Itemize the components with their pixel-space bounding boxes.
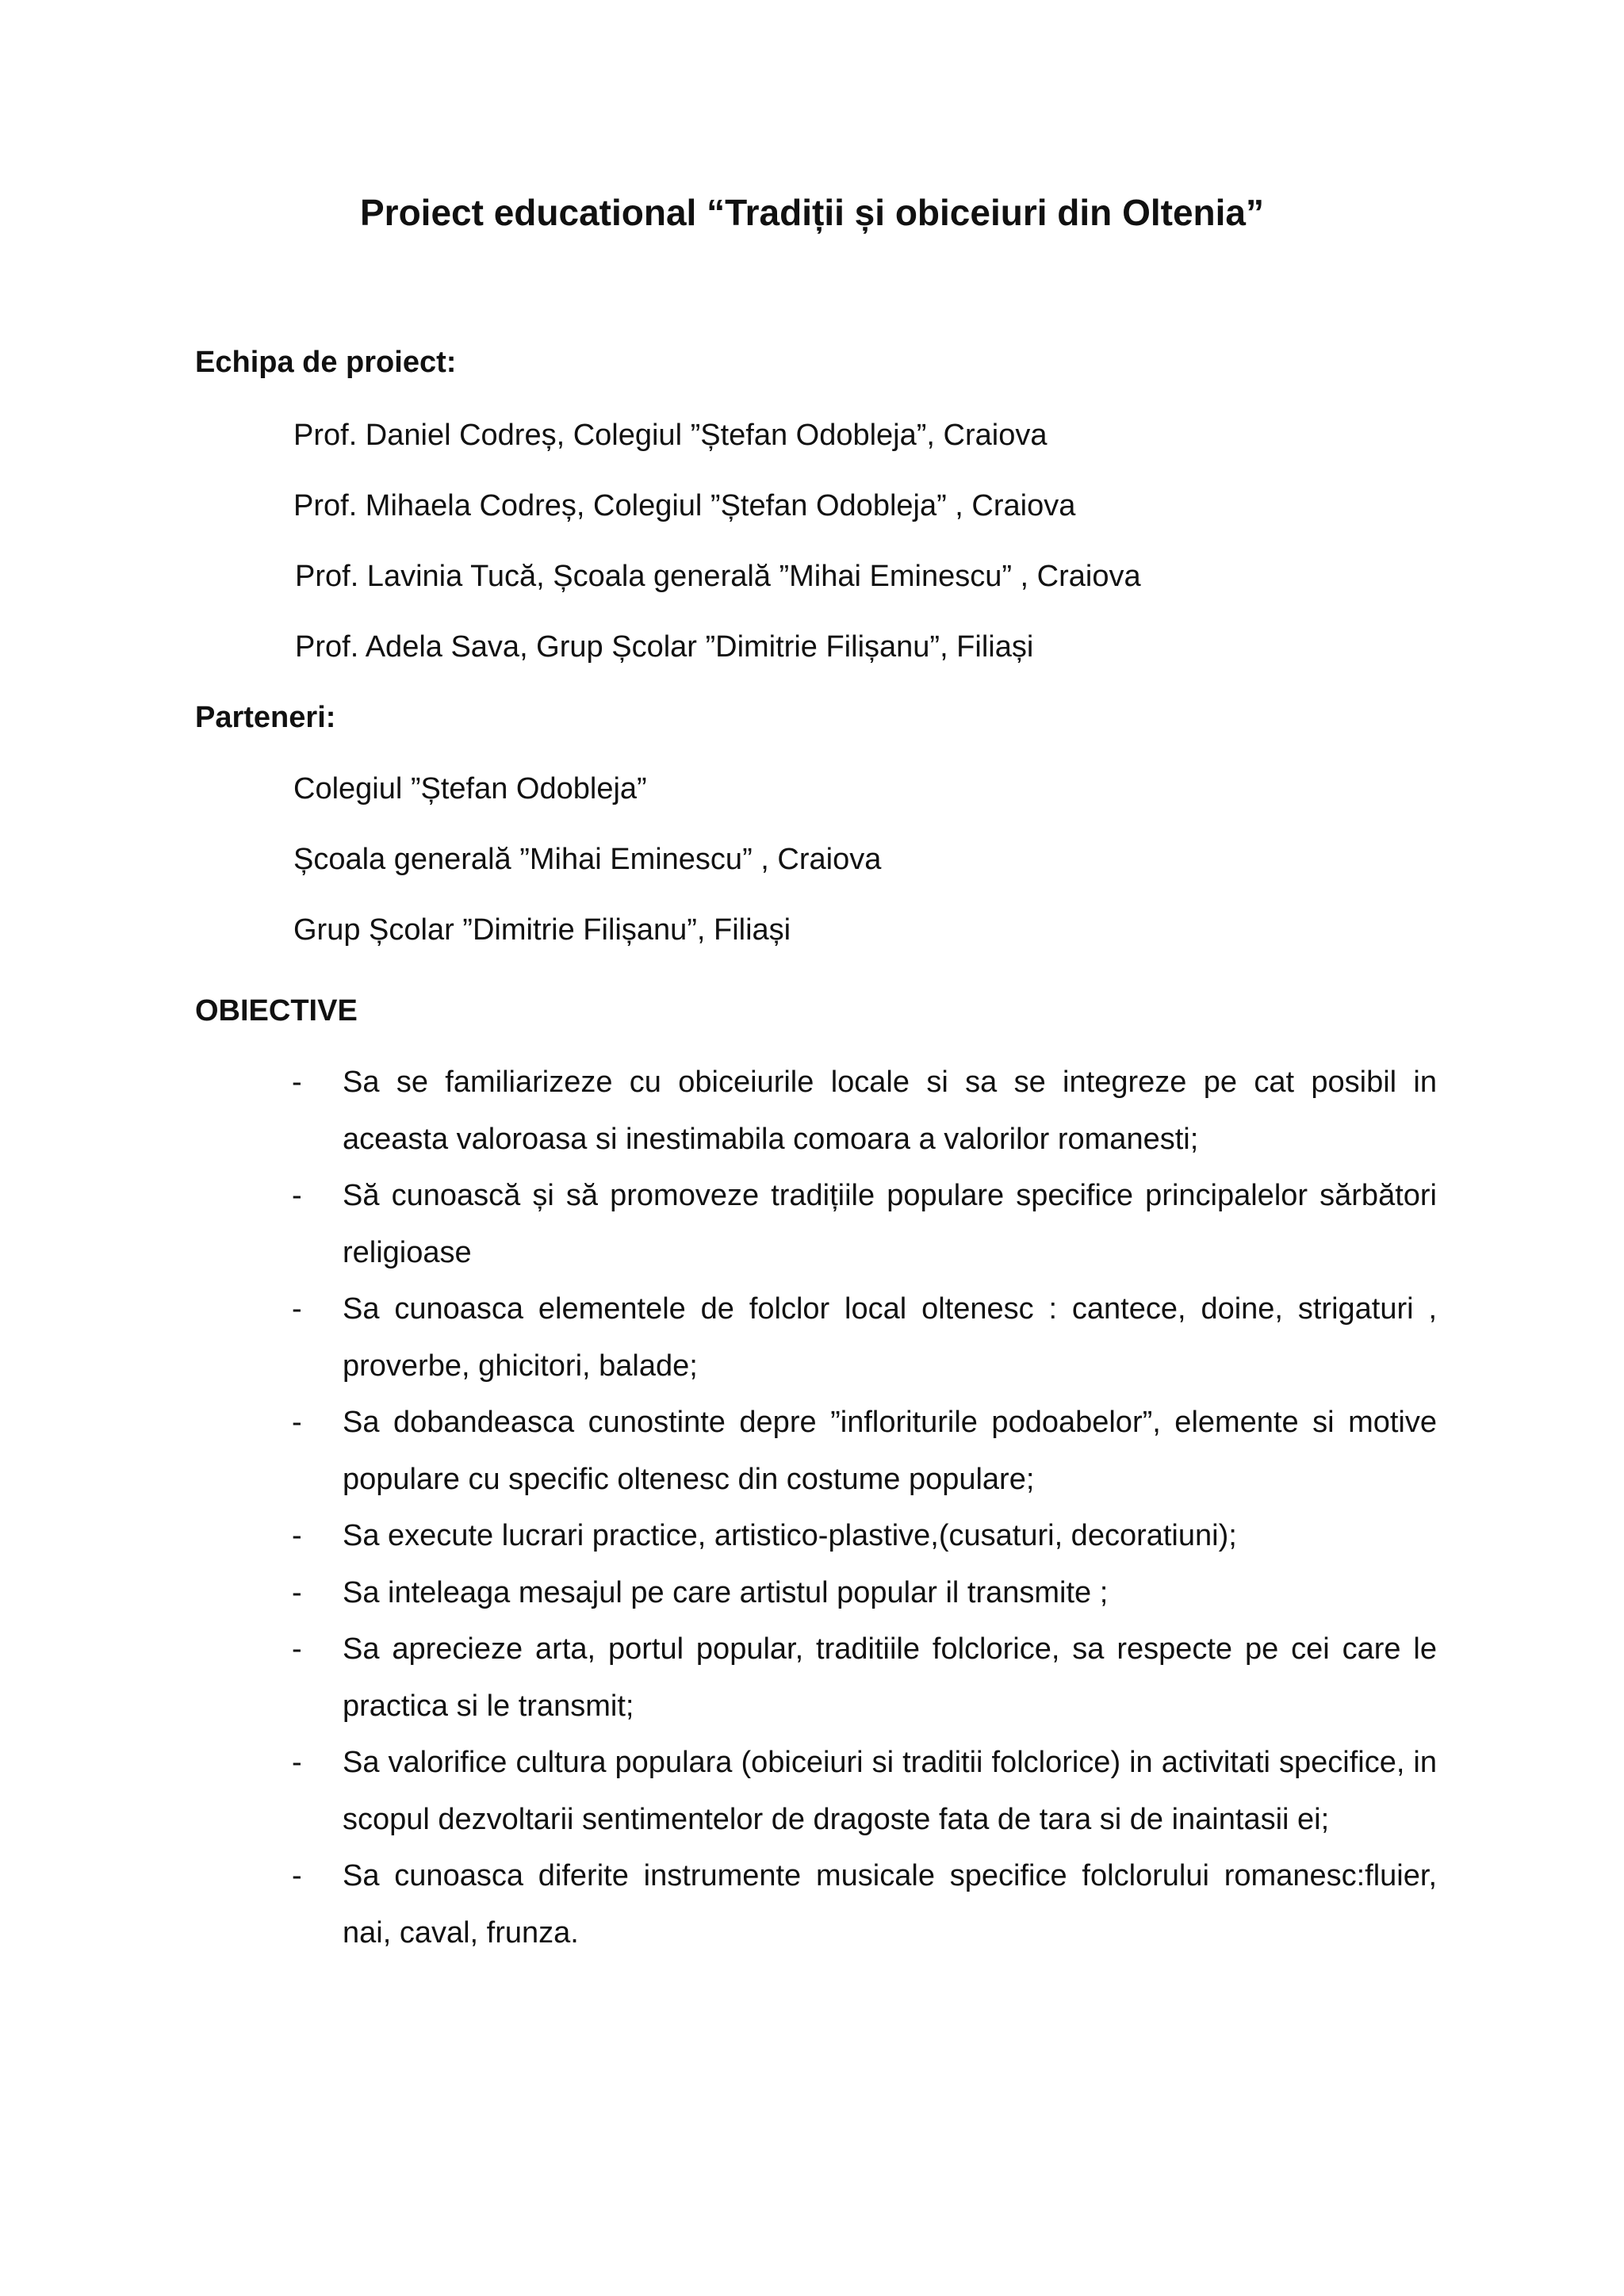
objective-item	[0, 1508, 1624, 1565]
objective-item	[0, 1168, 1624, 1281]
objective-text: Să cunoască și să promoveze tradițiile populare specifice principalelor sărbători religioase	[343, 1179, 1437, 1269]
objective-item	[0, 1621, 1624, 1735]
bullet-dash: -	[292, 1859, 302, 1892]
team-member: Prof. Lavinia Tucă, Școala generală ”Mihai Eminescu” , Craiova	[295, 560, 1141, 593]
bullet-dash: -	[292, 1632, 302, 1666]
objective-item	[0, 1848, 1624, 1961]
bullet-dash: -	[292, 1406, 302, 1439]
bullet-dash: -	[292, 1746, 302, 1779]
objective-text: Sa valorifice cultura populara (obiceiuri si traditii folclorice) in activitati specifice, in scopul dezvoltarii sentimentelor de dragoste fata de tara si de inaintasii ei;	[343, 1746, 1437, 1836]
bullet-dash: -	[292, 1575, 302, 1609]
objective-item	[0, 1395, 1624, 1508]
partner-item: Colegiul ”Ștefan Odobleja”	[293, 772, 647, 806]
objective-text: Sa aprecieze arta, portul popular, traditiile folclorice, sa respecte pe cei care le practica si le transmit;	[343, 1632, 1437, 1723]
team-heading: Echipa de proiect:	[195, 346, 457, 379]
objective-text: Sa cunoasca diferite instrumente musicale specifice folclorului romanesc:fluier, nai, caval, frunza.	[343, 1859, 1437, 1950]
objectives-list	[0, 1054, 1624, 1961]
objectives-heading: OBIECTIVE	[195, 994, 358, 1027]
objective-text: Sa inteleaga mesajul pe care artistul popular il transmite ;	[343, 1575, 1109, 1609]
team-member: Prof. Mihaela Codreș, Colegiul ”Ștefan Odobleja” , Craiova	[293, 489, 1076, 522]
objective-item	[0, 1735, 1624, 1848]
bullet-dash: -	[292, 1292, 302, 1326]
objective-text: Sa cunoasca elementele de folclor local oltenesc : cantece, doine, strigaturi , proverbe, ghicitori, balade;	[343, 1292, 1437, 1383]
bullet-dash: -	[292, 1179, 302, 1212]
objective-item	[0, 1281, 1624, 1395]
objective-text: Sa execute lucrari practice, artistico-plastive,(cusaturi, decoratiuni);	[343, 1519, 1237, 1552]
objective-item	[0, 1565, 1624, 1622]
objective-item	[0, 1054, 1624, 1168]
bullet-dash: -	[292, 1519, 302, 1552]
partners-heading: Parteneri:	[195, 701, 336, 734]
bullet-dash: -	[292, 1066, 302, 1099]
partner-item: Grup Școlar ”Dimitrie Filișanu”, Filiași	[293, 913, 791, 947]
partner-item: Școala generală ”Mihai Eminescu” , Craiova	[293, 843, 882, 876]
team-member: Prof. Adela Sava, Grup Școlar ”Dimitrie Filișanu”, Filiași	[295, 630, 1034, 664]
objective-text: Sa se familiarizeze cu obiceiurile locale si sa se integreze pe cat posibil in aceasta valoroasa si inestimabila comoara a valorilor romanesti;	[343, 1066, 1437, 1156]
team-member: Prof. Daniel Codreș, Colegiul ”Ștefan Odobleja”, Craiova	[293, 419, 1048, 452]
document-title: Proiect educational “Tradiții și obiceiuri din Oltenia”	[359, 192, 1264, 233]
objective-text: Sa dobandeasca cunostinte depre ”infloriturile podoabelor”, elemente si motive populare cu specific oltenesc din costume populare;	[343, 1406, 1437, 1496]
